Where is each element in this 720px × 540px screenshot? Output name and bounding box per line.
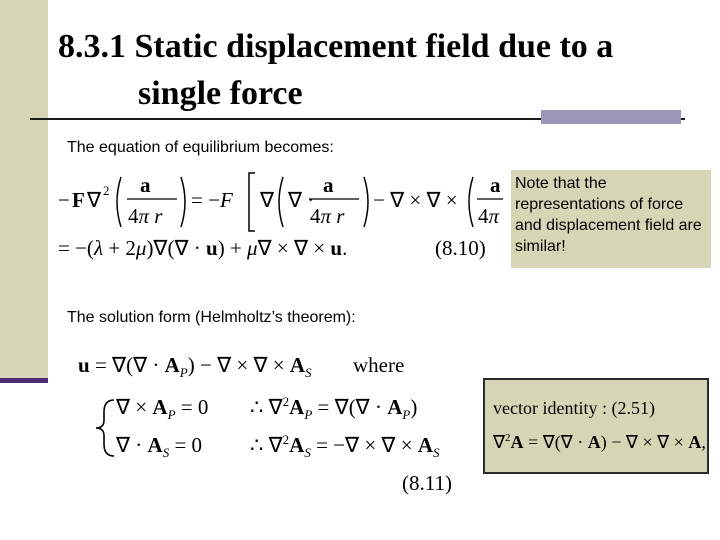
- svg-text:∇ × AP = 0: ∇ × $A_P = 0$: [116, 395, 209, 422]
- equilibrium-intro-text: The equation of equilibrium becomes:: [67, 139, 334, 156]
- note-box: [511, 170, 711, 268]
- svg-text:u = ∇(∇ · AP) − ∇ × ∇ × AS: u = ∇(∇ · $A_P$) − ∇ × ∇ × $A_S$: [78, 353, 312, 380]
- svg-text:= −(λ + 2μ)∇(∇ · u) + μ∇ × ∇ ×: = −(λ + 2μ)∇(∇ · u) + μ∇ × ∇ × u.: [58, 236, 348, 260]
- vector-identity-formula: [485, 380, 707, 472]
- svg-text:∴ ∇2AP = ∇(∇ · AP): ∴ $\nabla^2A_P$ = ∇(∇ · $A_P$): [250, 394, 418, 422]
- equation-8-11-label: (8.11): [402, 471, 452, 495]
- svg-text:= −F: = −F: [191, 188, 233, 212]
- svg-text:∇ ·: ∇ ·: [288, 188, 315, 212]
- equation-8-10: [55, 165, 505, 270]
- title-underline-accent: [541, 110, 681, 124]
- svg-text:∇2A = ∇(∇ · A) − ∇ × ∇ × A,: ∇$^2$A = ∇(∇ · A) − ∇ × ∇ × A,: [493, 432, 706, 452]
- svg-text:∇: ∇: [87, 188, 102, 212]
- svg-text:a: a: [323, 173, 334, 197]
- solution-intro-text: The solution form (Helmholtz’s theorem):: [67, 309, 356, 326]
- slide-title-line-2: single force: [138, 75, 303, 112]
- svg-text:4π r: 4π r: [128, 204, 163, 228]
- equation-8-10-label: (8.10): [435, 236, 486, 260]
- svg-text:− ∇ × ∇ ×: − ∇ × ∇ ×: [373, 188, 458, 212]
- svg-text:−: −: [58, 188, 70, 212]
- vector-identity-box: [483, 378, 709, 474]
- equation-8-11: [70, 340, 470, 500]
- svg-text:2: 2: [103, 183, 110, 198]
- svg-text:∇ · AS = 0: ∇ · $A_S = 0$: [116, 433, 203, 460]
- left-accent-rule: [0, 378, 48, 383]
- vector-identity-label: vector identity : (2.51): [493, 398, 655, 418]
- svg-text:4π: 4π: [478, 204, 500, 228]
- svg-text:F: F: [72, 188, 85, 212]
- svg-text:∴ ∇2AS = −∇ × ∇ × AS: ∴ $\nabla^2A_S$ = −∇ × ∇ × $A_S$: [250, 432, 440, 460]
- svg-text:∇: ∇: [260, 188, 275, 212]
- note-text: Note that the representations of force and displacement field are similar!: [515, 175, 702, 255]
- left-decorative-band: [0, 0, 48, 382]
- where-label: where: [353, 353, 405, 377]
- svg-text:a: a: [490, 173, 501, 197]
- slide-title-line-1: 8.3.1 Static displacement field due to a: [58, 28, 614, 65]
- svg-text:a: a: [140, 173, 151, 197]
- svg-text:4π r: 4π r: [310, 204, 345, 228]
